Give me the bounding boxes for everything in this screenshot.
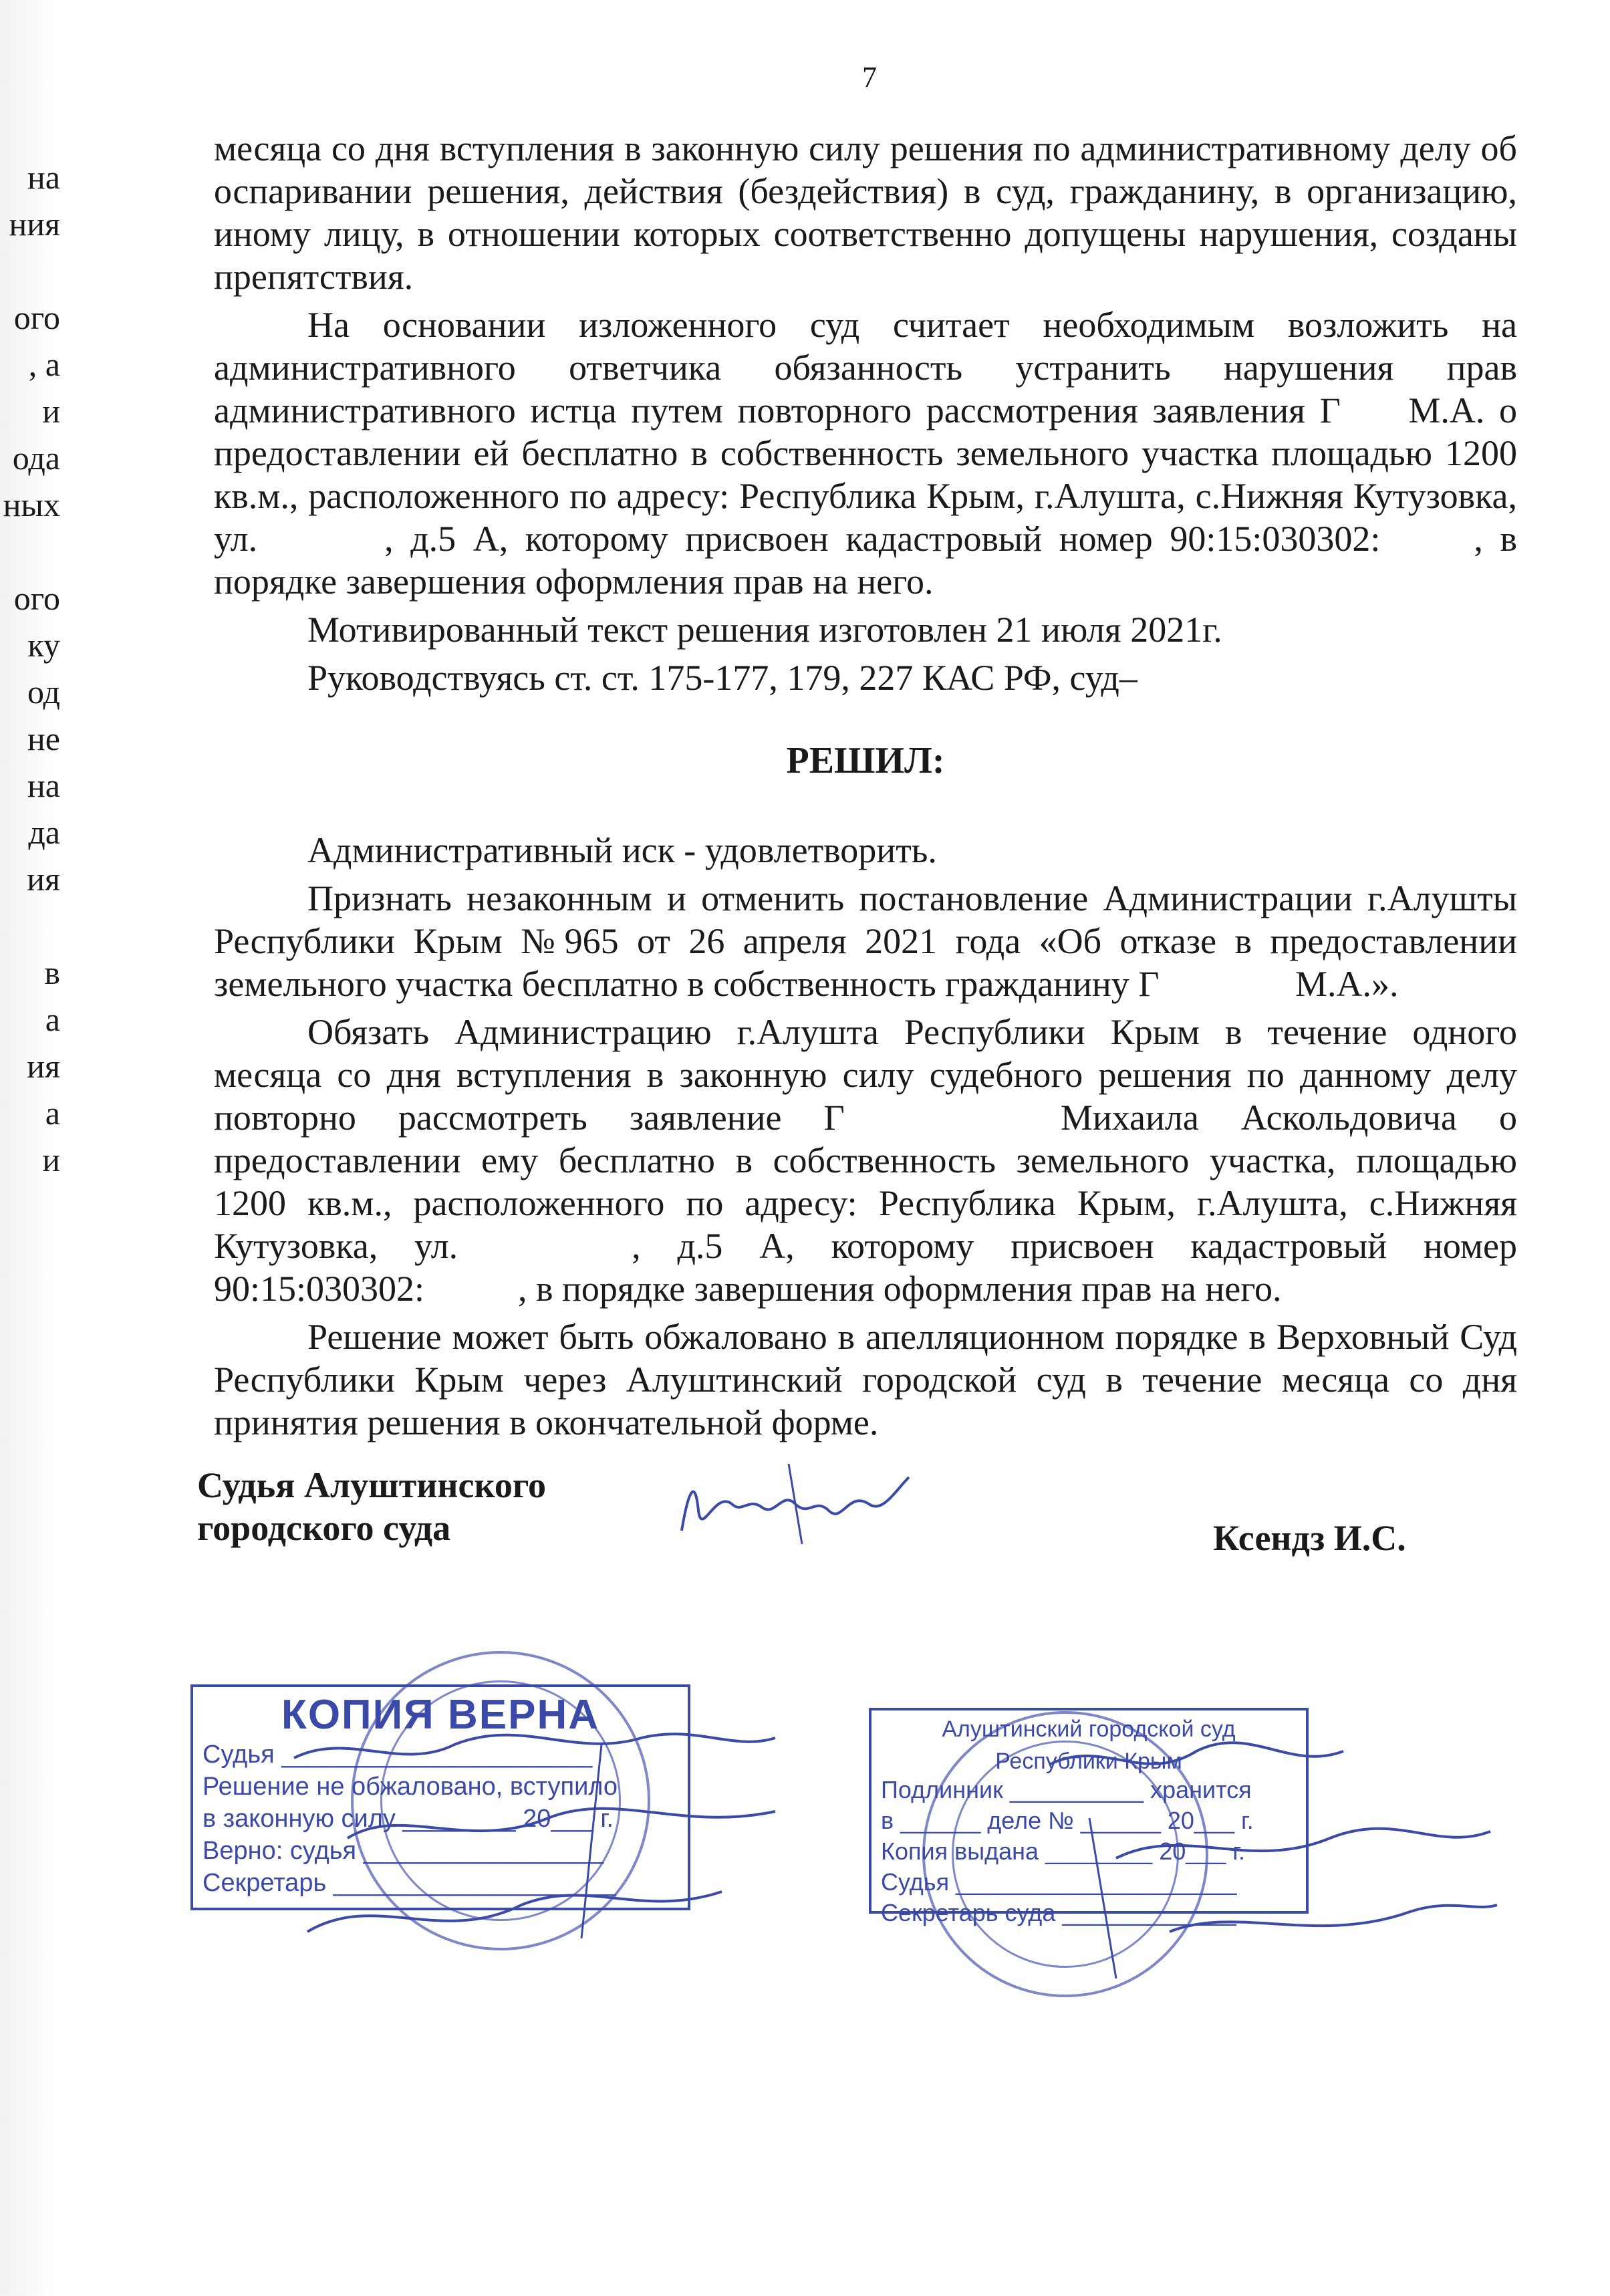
paragraph-legal-basis: Руководствуясь ст. ст. 175-177, 179, 227 КАС РФ, суд–	[307, 658, 1137, 698]
previous-page-fragment: на	[27, 767, 60, 804]
grounds-text-a: На основании изложенного суд считает необходимым возложить на административного ответчика обязанность устранить нарушения прав административного истца путем повторного рассмотрения заявления Г	[214, 305, 1517, 430]
previous-page-fragment: а	[45, 1094, 60, 1132]
paragraph-deadline: месяца со дня вступления в законную силу решения по административному делу об оспаривании решения, действия (бездействия) в суд, гражданину, в организацию, иному лицу, в отношении которых соответственно допущены нарушения, созданы препятствия.	[214, 128, 1517, 297]
stamp-line: Верно: судья _________________	[203, 1837, 603, 1865]
previous-page-edge-text	[0, 154, 60, 1183]
stamp-line: в ______ деле № ______ 20___ г.	[881, 1807, 1254, 1834]
redaction	[458, 1237, 632, 1263]
previous-page-fragment	[0, 247, 60, 294]
obligation-text-d: , в порядке завершения оформления прав на него.	[518, 1269, 1282, 1309]
handwritten-signature	[668, 1450, 922, 1564]
stamp-line: Секретарь суда _____________	[881, 1899, 1236, 1926]
redaction	[257, 529, 384, 556]
stamp-title-court: Алуштинский городской суд	[942, 1716, 1236, 1742]
redaction	[845, 1108, 1019, 1135]
previous-page-fragment: на	[27, 158, 60, 196]
previous-page-fragment: ода	[12, 439, 60, 477]
redaction	[1341, 401, 1394, 428]
stamp-line: Судья ______________________	[203, 1741, 593, 1769]
previous-page-fragment: ку	[27, 626, 60, 664]
previous-page-fragment: од	[27, 673, 60, 711]
handwritten-initials-right	[1036, 1711, 1504, 1992]
judge-title	[197, 1464, 546, 1549]
resolution-heading: РЕШИЛ:	[786, 740, 945, 781]
judge-title-line-1: Судья Алуштинского	[197, 1465, 547, 1505]
previous-page-fragment: ого	[13, 299, 60, 336]
paragraph-grounds	[214, 303, 1517, 603]
previous-page-fragment: ных	[3, 486, 60, 523]
judge-name: Ксендз И.С.	[1213, 1518, 1406, 1558]
obligation-text-c: , д.5 А, которому присвоен кадастровый номер 90:15:030302:	[214, 1226, 1517, 1309]
redaction	[1380, 529, 1474, 556]
grounds-text-d: , в порядке завершения оформления прав на него.	[214, 519, 1518, 602]
previous-page-fragment: ого	[13, 580, 60, 617]
stamp-line: Решение не обжаловано, вступило	[203, 1773, 618, 1801]
previous-page-fragment: , а	[28, 346, 60, 383]
resolution-appeal: Решение может быть обжаловано в апелляционном порядке в Верховный Суд Республики Крым через Алуштинский городской суд в течение месяца со дня принятия решения в окончательной форме.	[214, 1317, 1517, 1442]
previous-page-fragment: не	[27, 720, 60, 757]
previous-page-fragment	[0, 528, 60, 575]
document-body	[214, 127, 1517, 1449]
redaction	[1160, 975, 1287, 1001]
previous-page-fragment: а	[45, 1001, 60, 1038]
previous-page-fragment: ия	[27, 1047, 60, 1085]
previous-page-fragment: и	[42, 392, 60, 430]
obligation-text-a: Обязать Администрацию г.Алушта Республики Крым в течение одного месяца со дня вступления в законную силу судебного решения по данному делу повторно рассмотреть заявление Г	[214, 1012, 1517, 1138]
obligation-text-b: Михаила Аскольдовича о предоставлении ему бесплатно в собственность земельного участка, площадью 1200 кв.м., расположенного по адресу: Республика Крым, г.Алушта, с.Нижняя Кутузовка, ул.	[214, 1098, 1517, 1266]
stamp-title-republic: Республики Крым	[995, 1749, 1182, 1774]
paragraph-reasoned-text-date: Мотивированный текст решения изготовлен 21 июля 2021г.	[307, 610, 1222, 650]
stamp-line: в законную силу ________ 20___ г.	[203, 1805, 614, 1833]
previous-page-fragment: ния	[9, 205, 60, 243]
stamp-line: Секретарь ____________________	[203, 1869, 616, 1897]
annul-text-a: Признать незаконным и отменить постановление Администрации г.Алушты Республики Крым №965 от 26 апреля 2021 года «Об отказе в предоставлении земельного участка бесплатно в собственность гражданину Г	[214, 878, 1517, 1004]
previous-page-fragment	[0, 902, 60, 949]
stamp-line: Копия выдана ________ 20___ г.	[881, 1837, 1246, 1865]
grounds-text-b: М.А. о предоставлении ей бесплатно в собственность земельного участка площадью 1200 кв.м., расположенного по адресу: Республика Крым, г.Алушта, с.Нижняя Кутузовка, ул.	[214, 390, 1518, 559]
resolution-claim-granted: Административный иск - удовлетворить.	[307, 830, 937, 870]
page-number: 7	[862, 61, 877, 94]
previous-page-fragment: в	[44, 954, 60, 991]
stamp-line: Подлинник __________ хранится	[881, 1776, 1252, 1803]
stamp-line: Судья _____________________	[881, 1868, 1237, 1896]
resolution-annul-decree	[214, 877, 1517, 1005]
stamp-title: КОПИЯ ВЕРНА	[281, 1692, 599, 1738]
previous-page-fragment: ия	[27, 860, 60, 898]
grounds-text-c: , д.5 А, которому присвоен кадастровый номер 90:15:030302:	[384, 519, 1381, 559]
previous-page-fragment: и	[42, 1141, 60, 1178]
previous-page-fragment: да	[28, 813, 60, 851]
resolution-obligation	[214, 1011, 1517, 1310]
judge-title-line-2: городского суда	[197, 1508, 451, 1548]
handwritten-initials-left	[267, 1718, 869, 1999]
annul-text-b: М.А.».	[1295, 964, 1399, 1004]
redaction	[424, 1279, 518, 1306]
